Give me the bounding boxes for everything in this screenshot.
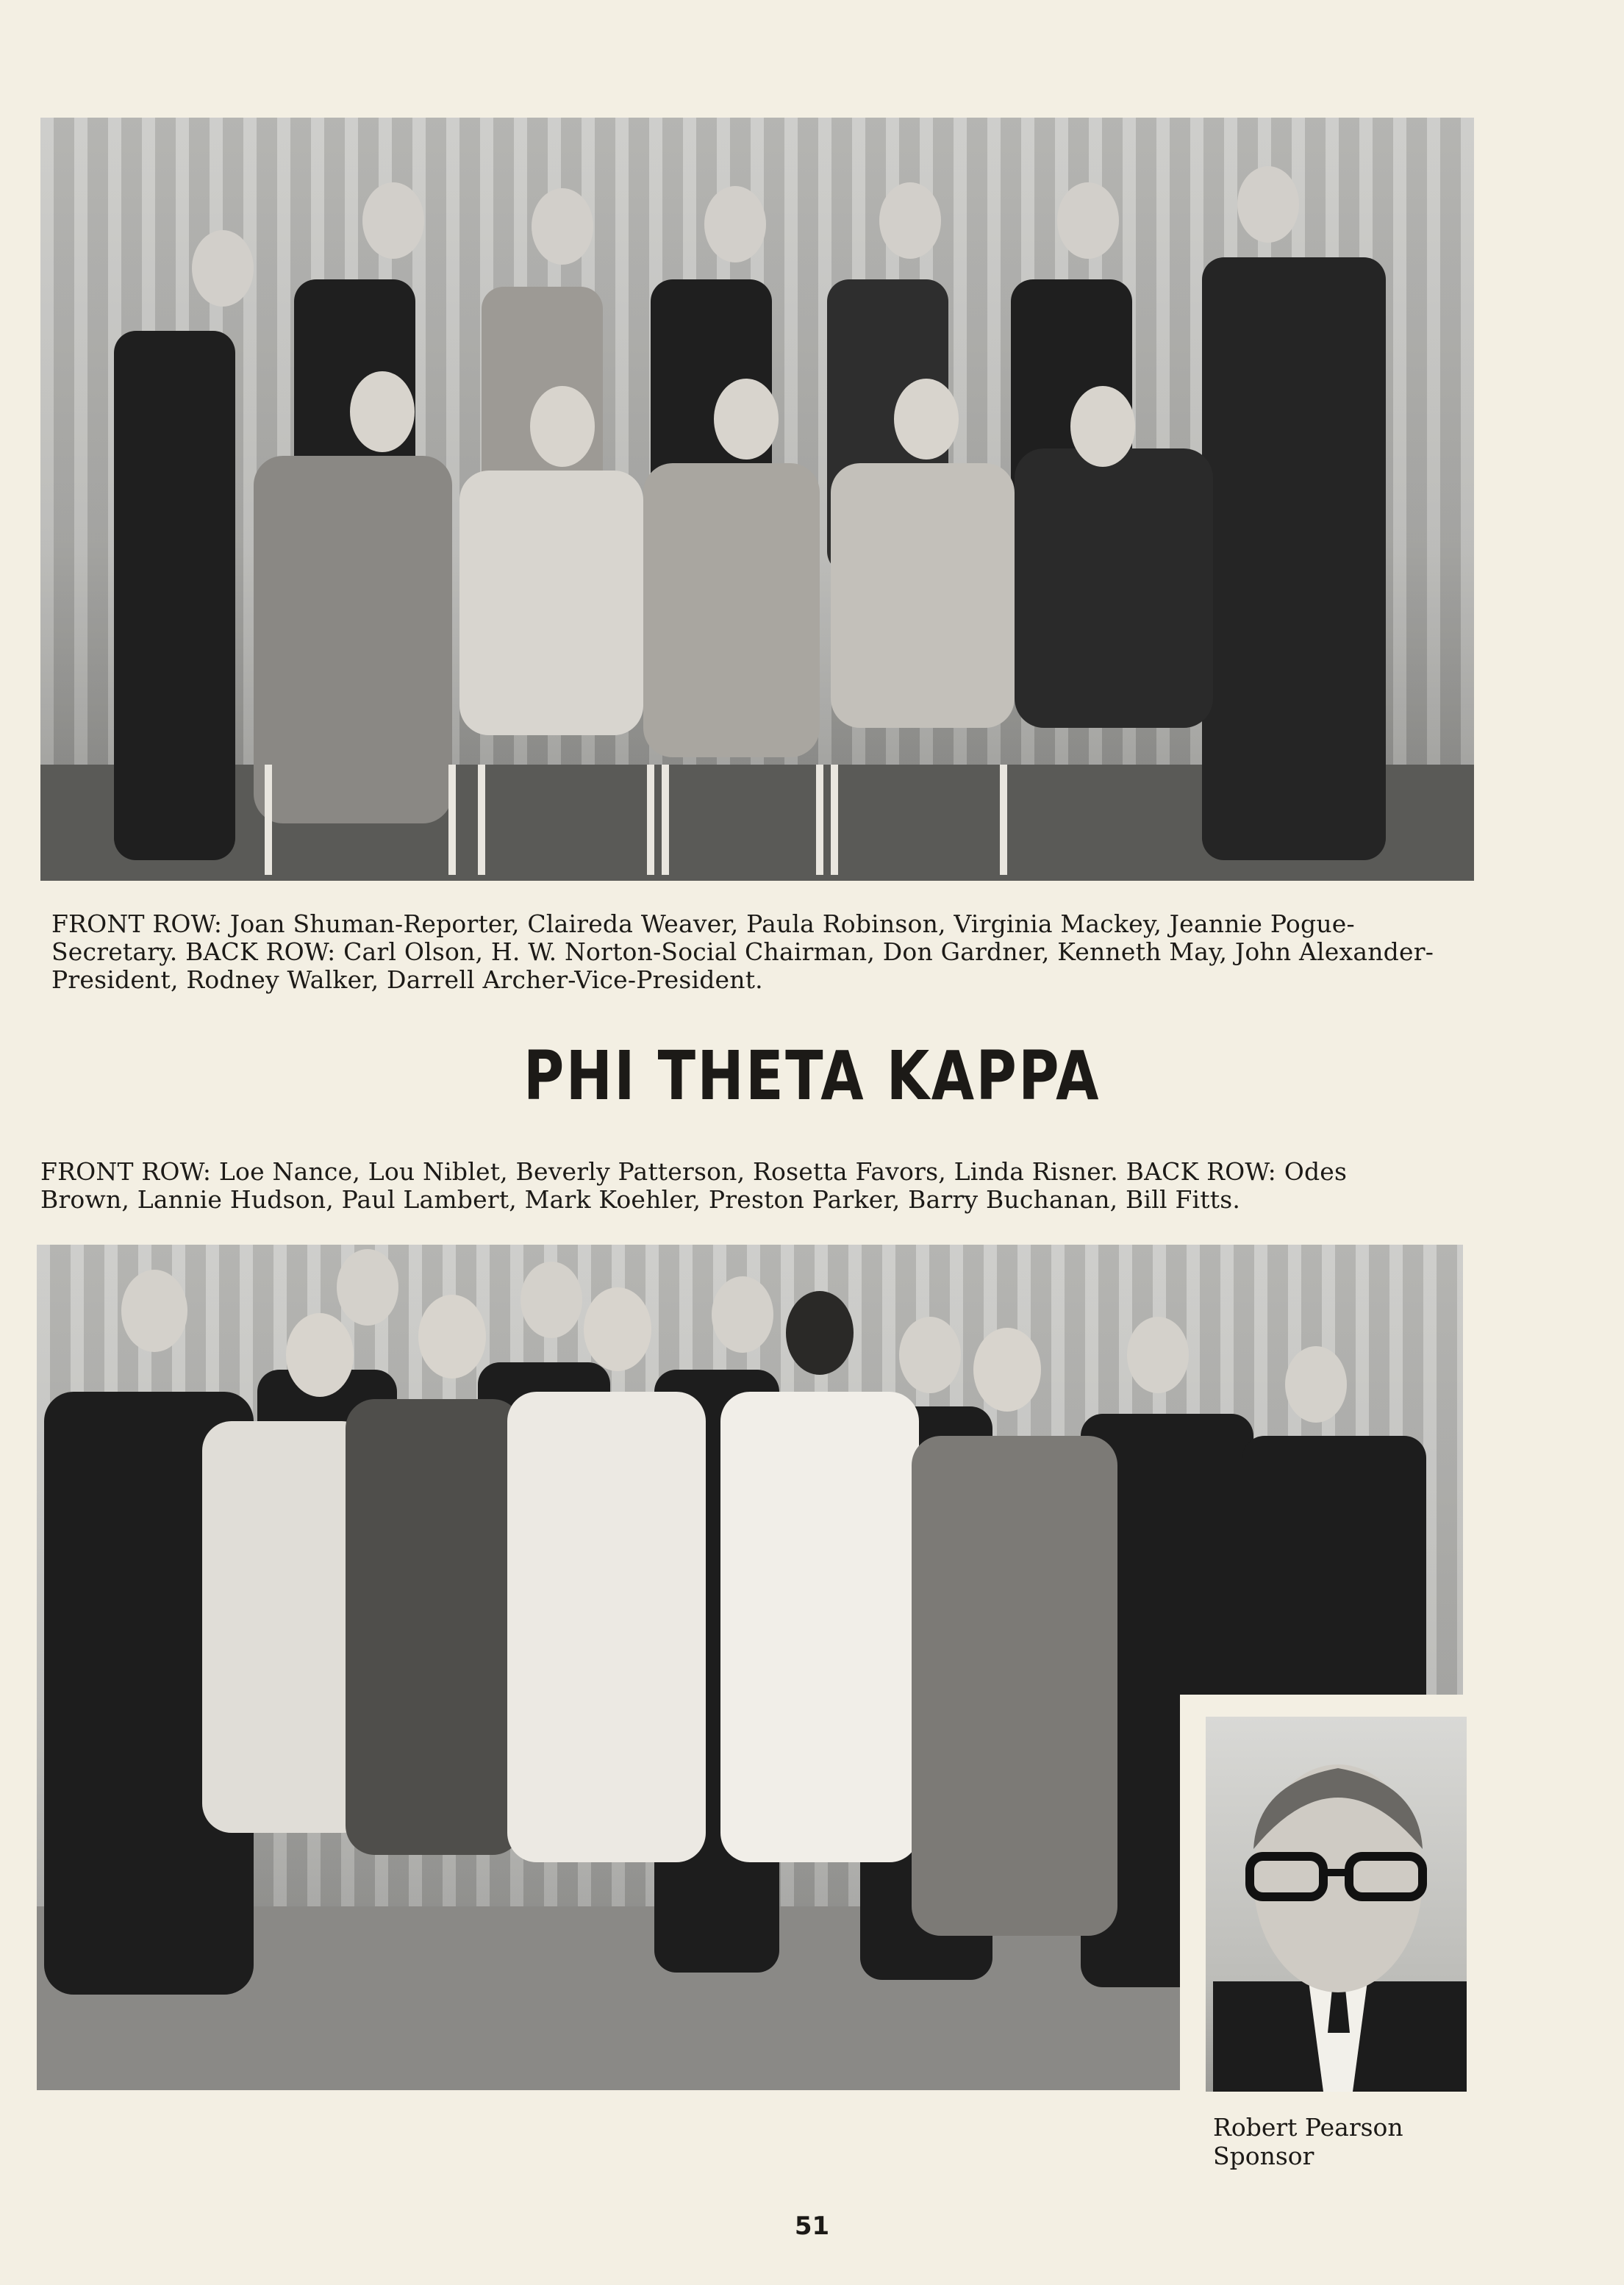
page-title: PHI THETA KAPPA [523, 1037, 1101, 1115]
group-photo-officers [40, 118, 1474, 881]
members-caption: FRONT ROW: Loe Nance, Lou Niblet, Beverly Patterson, Rosetta Favors, Linda Risner. BACK ROW: Odes Brown, Lannie Hudson, Paul Lambert, Mark Koehler, Preston Parker, Barry Buchanan, Bill Fitts. [40, 1157, 1348, 1214]
officers-caption: FRONT ROW: Joan Shuman-Reporter, Claireda Weaver, Paula Robinson, Virginia Mackey, Jeannie Pogue-Secretary. BACK ROW: Carl Olson, H. W. Norton-Social Chairman, Don Gardner, Kenneth May, John Alexander-President, Rodney Walker, Darrell Archer-Vice-President. [51, 909, 1434, 994]
sponsor-role: Sponsor [1213, 2142, 1314, 2170]
sponsor-portrait-figure [1206, 1717, 1467, 2092]
page-number: 51 [794, 2211, 830, 2241]
sponsor-portrait [1206, 1717, 1467, 2092]
sponsor-name: Robert Pearson [1213, 2113, 1403, 2142]
officers-photo-figures [40, 118, 1474, 881]
